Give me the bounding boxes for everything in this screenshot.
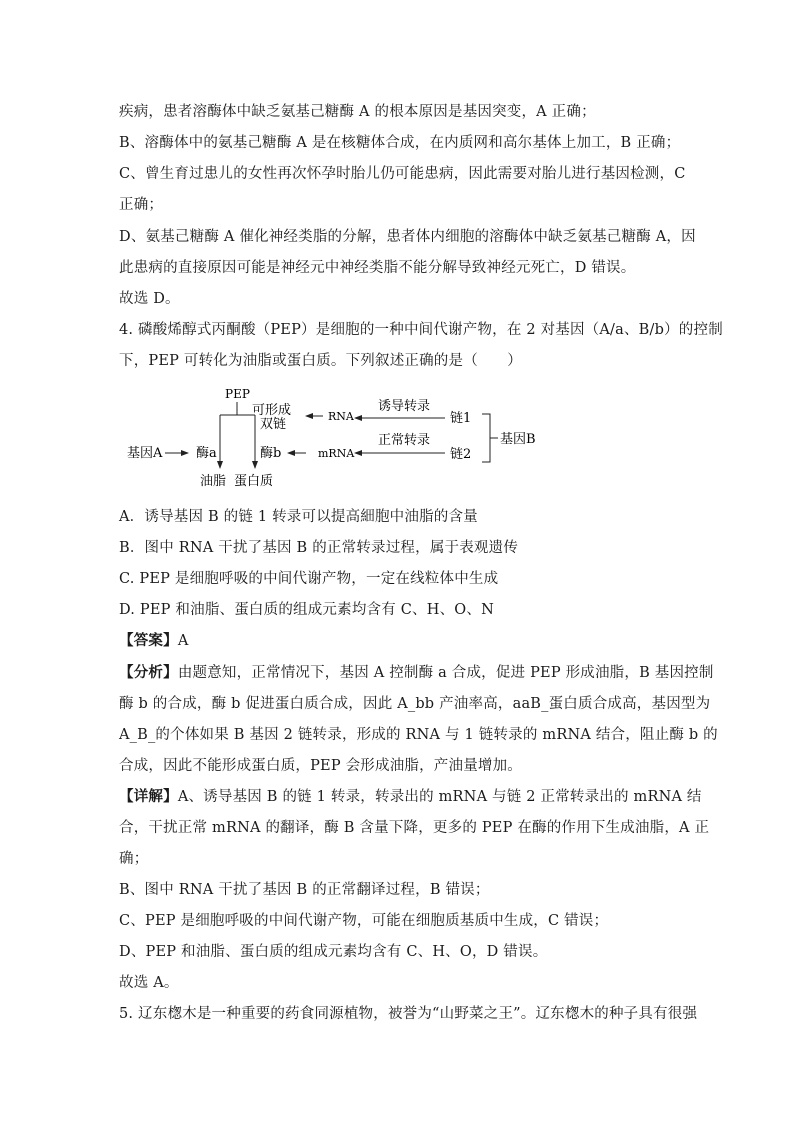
option-d: D. PEP 和油脂、蛋白质的组成元素均含有 C、H、O、N [119, 602, 494, 618]
chain-1-label: 链1 [450, 411, 472, 426]
text-line: 此患病的直接原因可能是神经元中神经类脂不能分解导致神经元死亡，D 错误。 [119, 260, 636, 276]
detail-line [119, 787, 702, 807]
detail-text: D、PEP 和油脂、蛋白质的组成元素均含有 C、H、O，D 错误。 [119, 944, 548, 960]
protein-label: 蛋白质 [234, 474, 274, 489]
analysis-text: 酶 b 的合成，酶 b 促进蛋白质合成，因此 A_bb 产油率高，aaB_蛋白质合成高，基因型为 [119, 696, 711, 712]
analysis-text: 合成，因此不能形成蛋白质，PEP 会形成油脂，产油量增加。 [119, 758, 523, 774]
analysis-label: 【分析】 [119, 664, 178, 681]
rna-label: RNA [328, 410, 354, 423]
option-a: A．诱导基因 B 的链 1 转录可以提高細胞中油脂的含量 [119, 509, 478, 525]
chain-2-label: 链2 [450, 447, 472, 462]
mrna-label: mRNA [318, 447, 355, 460]
question-4-stem: 下，PEP 可转化为油脂或蛋白质。下列叙述正确的是（ ） [119, 353, 523, 369]
analysis-text: 由题意知，正常情况下，基因 A 控制酶 a 合成，促进 PEP 形成油脂，B 基因控制 [177, 665, 714, 681]
double-strand-label: 双链 [260, 417, 287, 432]
detail-text: 确； [119, 851, 149, 867]
double-strand-label: 可形成 [252, 403, 292, 418]
question-5-stem: 5. 辽东楤木是一种重要的药食同源植物，被誉为“山野菜之王”。辽东楤木的种子具有很强 [119, 1006, 698, 1022]
answer-line [119, 631, 188, 651]
induced-transcription-label: 诱导转录 [378, 399, 431, 414]
text-line: C、曾生育过患儿的女性再次怀孕时胎儿仍可能患病，因此需要对胎儿进行基因检测，C [119, 166, 686, 182]
detail-label: 【详解】 [119, 788, 178, 805]
pep-label: PEP [225, 387, 250, 401]
text-line: B、溶酶体中的氨基己糖酶 A 是在核糖体合成，在内质网和高尔基体上加工，B 正确； [119, 135, 681, 151]
text-line: 疾病，患者溶酶体中缺乏氨基己糖酶 A 的根本原因是基因突变，A 正确； [119, 104, 596, 120]
answer-label: 【答案】 [119, 632, 178, 649]
detail-text: 故选 A。 [119, 975, 179, 991]
enzyme-a-label: 酶a [196, 446, 217, 461]
analysis-text: A_B_的个体如果 B 基因 2 链转录，形成的 RNA 与 1 链转录的 mRNA 结合，阻止酶 b 的 [119, 727, 718, 743]
gene-b-label: 基因B [500, 432, 536, 447]
option-b: B．图中 RNA 干扰了基因 B 的正常转录过程，属于表观遗传 [119, 540, 519, 556]
detail-text: A、诱导基因 B 的链 1 转录，转录出的 mRNA 与链 2 正常转录出的 mRNA 结 [177, 789, 702, 805]
enzyme-b-label: 酶b [260, 446, 282, 461]
text-line: 正确； [119, 197, 164, 213]
detail-text: C、PEP 是细胞呼吸的中间代谢产物，可能在细胞质基质中生成，C 错误； [119, 913, 609, 929]
detail-text: 合，干扰正常 mRNA 的翻译，酶 B 含量下降，更多的 PEP 在酶的作用下生成油脂，A 正 [119, 820, 710, 836]
gene-a-label: 基因A [127, 446, 163, 461]
option-c: C. PEP 是细胞呼吸的中间代谢产物，一定在线粒体中生成 [119, 571, 499, 587]
question-4-stem: 4. 磷酸烯醇式丙酮酸（PEP）是细胞的一种中间代谢产物，在 2 对基因（A/a、B/b）的控制 [119, 322, 723, 338]
text-line: 故选 D。 [119, 291, 180, 307]
text-line: D、氨基己糖酶 A 催化神经类脂的分解，患者体内细胞的溶酶体中缺乏氨基己糖酶 A，因 [119, 229, 696, 245]
normal-transcription-label: 正常转录 [378, 433, 431, 448]
detail-text: B、图中 RNA 干扰了基因 B 的正常翻译过程，B 错误； [119, 882, 490, 898]
answer-value: A [177, 633, 189, 649]
gene-regulation-diagram [110, 380, 570, 495]
oil-label: 油脂 [200, 474, 227, 489]
analysis-line [119, 663, 714, 683]
